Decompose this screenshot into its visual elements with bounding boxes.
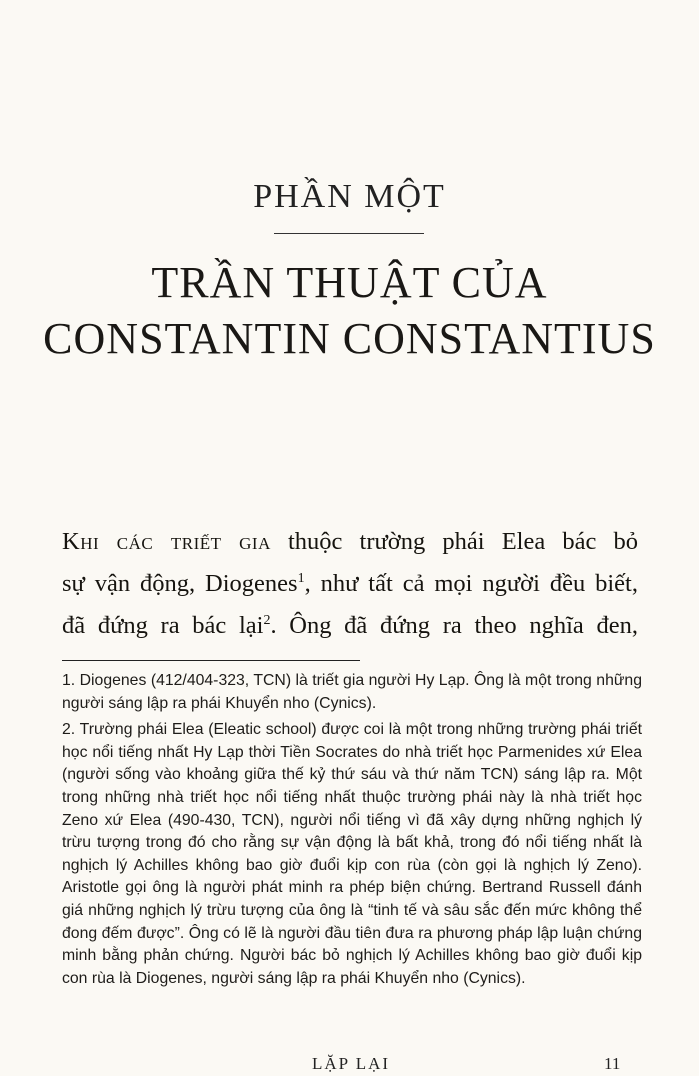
body-line-2: sự vận động, Diogenes$^1$, như tất cả mọi người đều biết, — [62, 570, 638, 597]
chapter-title-line-1: TRẦN THUẬT CỦA — [151, 258, 548, 307]
part-heading-rule — [274, 233, 424, 234]
chapter-title-line-2: CONSTANTIN CONSTANTIUS — [43, 314, 656, 363]
bleed-through-text — [60, 55, 620, 89]
footnote-separator — [62, 660, 360, 661]
lead-in-small-caps: Khi các triết gia — [62, 528, 271, 555]
footnotes — [62, 670, 642, 994]
body-paragraph — [62, 521, 638, 647]
running-head: LẶP LẠI — [312, 1054, 391, 1073]
footnote-ref-1: 1 — [297, 571, 305, 586]
footnote-ref-2: 2 — [263, 613, 271, 628]
footnote-1: 1. Diogenes (412/404-323, TCN) là triết gia người Hy Lạp. Ông là một trong những người sáng lập ra phái Khuyển nho (Cynics). — [62, 672, 642, 712]
body-line-3: đã đứng ra bác lại$^2$. Ông đã đứng ra theo nghĩa đen, — [62, 612, 638, 639]
part-heading: PHẦN MỘT — [253, 178, 446, 215]
footnote-2: 2. Trường phái Elea (Eleatic school) được coi là một trong những trường phái triết học nổi tiếng nhất Hy Lạp thời Tiền Socrates do nhà triết học Parmenides xứ Elea (người sống vào khoảng giữa thế kỷ thứ sáu và thứ năm TCN) sáng lập ra. Một trong những nhà triết học nổi tiếng nhất thuộc trường phái này là nhà triết học Zeno xứ Elea (490-430, TCN), người nổi tiếng vì đã xây dựng những nghịch lý trừu tượng trong đó cho rằng sự vận động là bất khả, trong đó nổi tiếng nhất là nghịch lý Achilles không bao giờ đuổi kịp con rùa (còn gọi là nghịch lý Zeno). Aristotle gọi ông là người phát minh ra phép biện chứng. Bertrand Russell đánh giá những nghịch lý trừu tượng của ông là “tinh tế và sâu sắc đến mức không thể đong đếm được”. Ông có lẽ là người đầu tiên đưa ra phương pháp lập luận chứng minh bằng phản chứng. Người bác bỏ nghịch lý Achilles không bao giờ đuổi kịp con rùa là Diogenes, người sáng lập ra phái Khuyển nho (Cynics). — [62, 721, 642, 987]
chapter-title — [0, 255, 699, 367]
page-number: 11 — [604, 1054, 621, 1073]
body-line-1: Khi các triết gia thuộc trường phái Elea bác bỏ — [62, 528, 638, 555]
